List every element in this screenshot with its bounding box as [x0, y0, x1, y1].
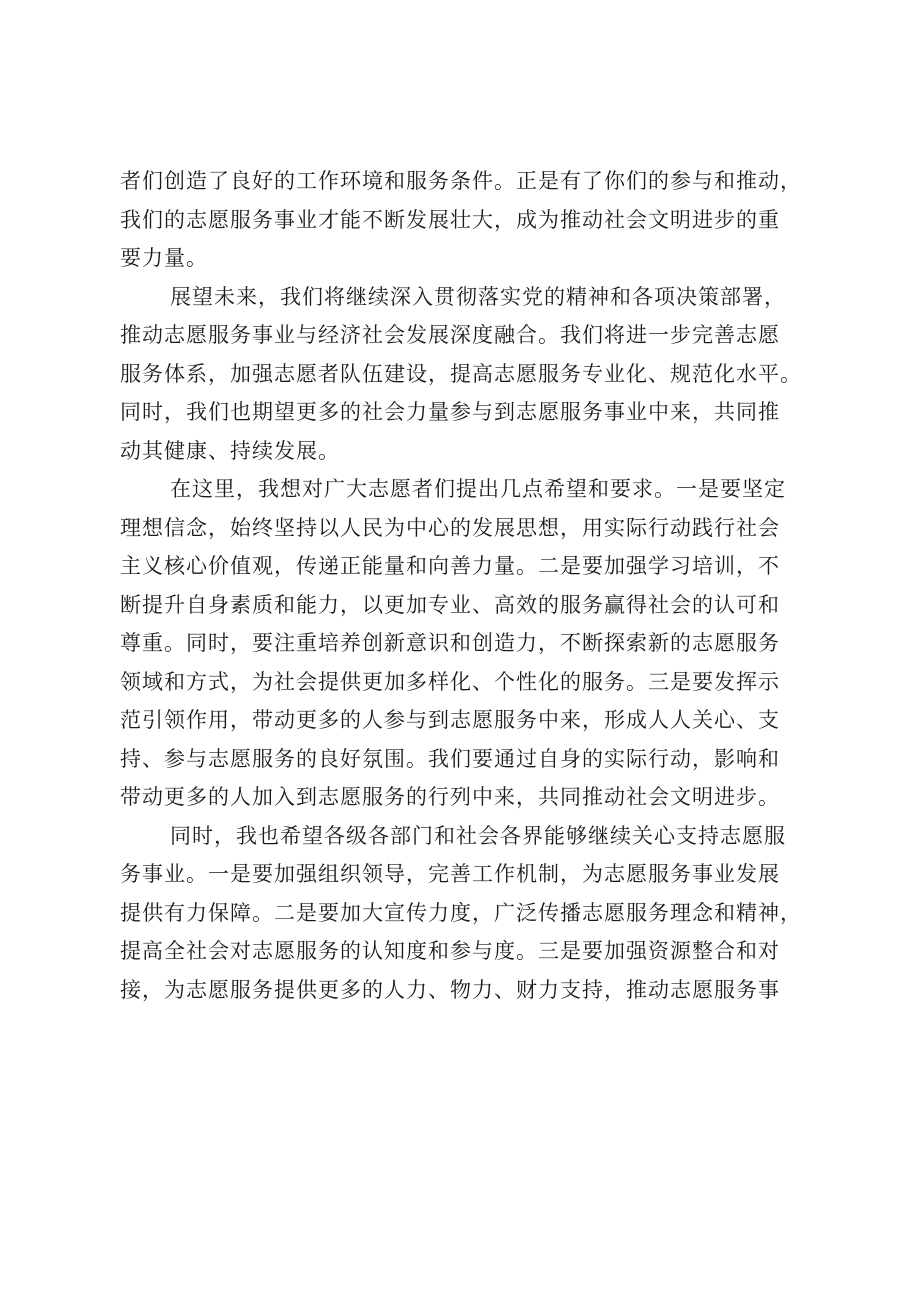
text-line: 动其健康、持续发展。 [120, 438, 340, 463]
text-line: 带动更多的人加入到志愿服务的行列中来，共同推动社会文明进步。 [120, 785, 780, 809]
text-line: 持、参与志愿服务的良好氛围。我们要通过自身的实际行动，影响和 [120, 746, 780, 771]
text-line: 在这里，我想对广大志愿者们提出几点希望和要求。一是要坚定 [170, 477, 786, 501]
text-line: 者们创造了良好的工作环境和服务条件。正是有了你们的参与和推动， [120, 169, 802, 193]
text-line: 断提升自身素质和能力，以更加专业、高效的服务赢得社会的认可和 [120, 592, 780, 617]
text-line: 领域和方式，为社会提供更加多样化、个性化的服务。三是要发挥示 [120, 669, 780, 694]
text-line: 范引领作用，带动更多的人参与到志愿服务中来，形成人人关心、支 [120, 708, 780, 732]
text-line: 提高全社会对志愿服务的认知度和参与度。三是要加强资源整合和对 [120, 939, 780, 963]
paragraph-3 [120, 470, 820, 817]
text-line: 推动志愿服务事业与经济社会发展深度融合。我们将进一步完善志愿 [120, 323, 780, 347]
text-line: 主义核心价值观，传递正能量和向善力量。二是要加强学习培训，不 [120, 554, 780, 578]
text-line: 尊重。同时，要注重培养创新意识和创造力，不断探索新的志愿服务 [120, 631, 780, 655]
document-body [120, 162, 820, 1009]
text-line: 要力量。 [120, 246, 208, 270]
text-line: 同时，我们也期望更多的社会力量参与到志愿服务事业中来，共同推 [120, 400, 780, 424]
paragraph-4 [120, 817, 820, 1010]
text-line: 同时，我也希望各级各部门和社会各界能够继续关心支持志愿服 [170, 823, 786, 848]
paragraph-2 [120, 278, 820, 471]
text-line: 服务体系，加强志愿者队伍建设，提高志愿服务专业化、规范化水平。 [120, 361, 802, 386]
text-line: 展望未来，我们将继续深入贯彻落实党的精神和各项决策部署， [170, 284, 786, 309]
text-line: 接，为志愿服务提供更多的人力、物力、财力支持，推动志愿服务事 [120, 977, 780, 1002]
paragraph-1 [120, 162, 820, 278]
text-line: 提供有力保障。二是要加大宣传力度，广泛传播志愿服务理念和精神， [120, 900, 802, 925]
text-line: 理想信念，始终坚持以人民为中心的发展思想，用实际行动践行社会 [120, 515, 780, 540]
text-line: 我们的志愿服务事业才能不断发展壮大，成为推动社会文明进步的重 [120, 207, 780, 232]
text-line: 务事业。一是要加强组织领导，完善工作机制，为志愿服务事业发展 [120, 862, 780, 886]
